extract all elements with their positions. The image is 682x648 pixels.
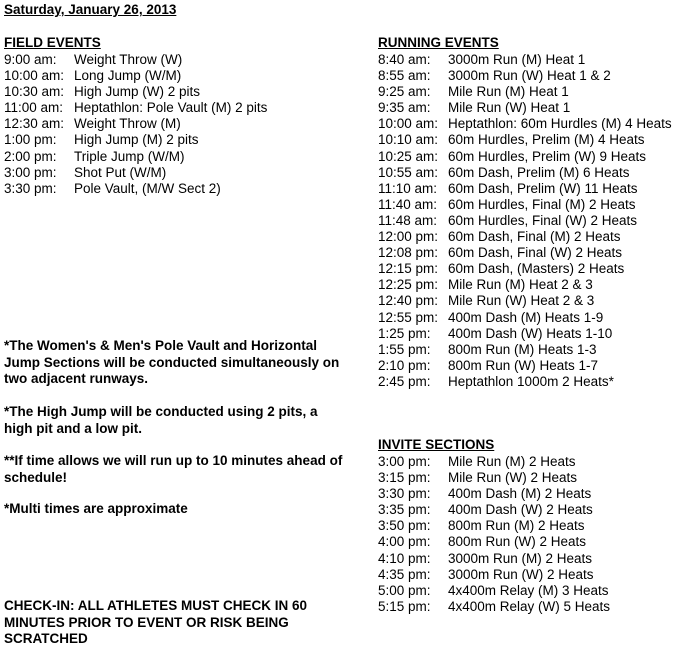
schedule-time: 3:00 pm: bbox=[378, 454, 431, 469]
schedule-row bbox=[4, 165, 267, 181]
schedule-row bbox=[4, 68, 267, 84]
schedule-event: Mile Run (W) Heat 1 bbox=[448, 100, 571, 116]
schedule-row bbox=[378, 534, 610, 550]
schedule-event: 60m Dash, Final (M) 2 Heats bbox=[448, 229, 621, 245]
schedule-row bbox=[4, 116, 267, 132]
schedule-row bbox=[378, 261, 672, 277]
schedule-row bbox=[378, 358, 672, 374]
field-events-list bbox=[4, 52, 267, 197]
invite-sections-list bbox=[378, 454, 610, 615]
schedule-row bbox=[378, 567, 610, 583]
schedule-time: 12:25 pm: bbox=[378, 277, 439, 293]
schedule-event: 60m Dash, Prelim (W) 11 Heats bbox=[448, 180, 638, 196]
schedule-time: 3:15 pm: bbox=[378, 470, 431, 486]
schedule-time: 2:00 pm: bbox=[4, 148, 57, 164]
field-events-heading: FIELD EVENTS bbox=[4, 35, 101, 50]
schedule-time: 4:10 pm: bbox=[378, 550, 431, 566]
schedule-time: 10:00 am: bbox=[4, 68, 65, 84]
schedule-time: 2:10 pm: bbox=[378, 357, 431, 373]
schedule-time: 12:55 pm: bbox=[378, 309, 439, 325]
schedule-row bbox=[378, 551, 610, 567]
schedule-time: 3:00 pm: bbox=[4, 164, 57, 180]
schedule-time: 12:30 am: bbox=[4, 116, 65, 132]
schedule-time: 12:00 pm: bbox=[378, 229, 439, 245]
schedule-time: 10:10 am: bbox=[378, 132, 439, 148]
running-events-section bbox=[378, 35, 672, 390]
schedule-time: 2:45 pm: bbox=[378, 373, 431, 389]
schedule-event: Mile Run (M) Heat 2 & 3 bbox=[448, 277, 593, 293]
schedule-time: 11:10 am: bbox=[378, 180, 438, 196]
schedule-row bbox=[378, 470, 610, 486]
schedule-event: Mile Run (M) Heat 1 bbox=[448, 84, 569, 100]
schedule-time: 4:00 pm: bbox=[378, 534, 431, 550]
schedule-event: 800m Run (W) Heats 1-7 bbox=[448, 357, 599, 373]
running-events-list bbox=[378, 52, 672, 390]
schedule-row bbox=[4, 52, 267, 68]
schedule-row bbox=[378, 518, 610, 534]
schedule-event: 60m Hurdles, Final (W) 2 Heats bbox=[448, 212, 638, 228]
schedule-row bbox=[4, 132, 267, 148]
schedule-event: 3000m Run (W) Heat 1 & 2 bbox=[448, 68, 611, 84]
schedule-event: 400m Dash (W) Heats 1-10 bbox=[448, 325, 613, 341]
schedule-time: 3:50 pm: bbox=[378, 518, 431, 534]
schedule-row bbox=[378, 181, 672, 197]
schedule-time: 5:00 pm: bbox=[378, 582, 431, 598]
schedule-time: 11:48 am: bbox=[378, 212, 438, 228]
schedule-row bbox=[378, 132, 672, 148]
schedule-event: Triple Jump (W/M) bbox=[74, 148, 185, 164]
schedule-time: 9:35 am: bbox=[378, 100, 431, 116]
schedule-event: 3000m Run (M) Heat 1 bbox=[448, 52, 586, 67]
schedule-event: 400m Dash (M) Heats 1-9 bbox=[448, 309, 604, 325]
schedule-event: Shot Put (W/M) bbox=[74, 164, 167, 180]
schedule-row bbox=[378, 197, 672, 213]
schedule-time: 11:00 am: bbox=[4, 100, 64, 116]
schedule-event: 3000m Run (W) 2 Heats bbox=[448, 566, 594, 582]
schedule-event: Mile Run (M) 2 Heats bbox=[448, 454, 576, 469]
field-events-section bbox=[4, 35, 267, 197]
schedule-event: 60m Dash, (Masters) 2 Heats bbox=[448, 261, 625, 277]
schedule-row bbox=[378, 100, 672, 116]
note-time-allows: **If time allows we will run up to 10 minutes ahead of schedule! bbox=[4, 453, 343, 485]
schedule-row bbox=[378, 213, 672, 229]
schedule-event: 60m Hurdles, Prelim (M) 4 Heats bbox=[448, 132, 645, 148]
schedule-event: Pole Vault, (M/W Sect 2) bbox=[74, 180, 221, 196]
schedule-row bbox=[378, 326, 672, 342]
schedule-event: High Jump (W) 2 pits bbox=[74, 84, 201, 100]
note-high-jump: *The High Jump will be conducted using 2 pits, a high pit and a low pit. bbox=[4, 404, 318, 436]
schedule-time: 11:40 am: bbox=[378, 196, 438, 212]
schedule-event: 400m Dash (W) 2 Heats bbox=[448, 502, 593, 518]
schedule-row bbox=[4, 100, 267, 116]
schedule-row bbox=[378, 68, 672, 84]
schedule-time: 4:35 pm: bbox=[378, 566, 431, 582]
schedule-time: 3:35 pm: bbox=[378, 502, 431, 518]
schedule-event: Heptathlon: 60m Hurdles (M) 4 Heats bbox=[448, 116, 672, 132]
schedule-time: 10:55 am: bbox=[378, 164, 439, 180]
schedule-event: 3000m Run (M) 2 Heats bbox=[448, 550, 593, 566]
schedule-row bbox=[378, 342, 672, 358]
schedule-time: 1:25 pm: bbox=[378, 325, 431, 341]
schedule-event: 4x400m Relay (W) 5 Heats bbox=[448, 598, 611, 614]
schedule-row bbox=[378, 245, 672, 261]
note-check-in: CHECK-IN: ALL ATHLETES MUST CHECK IN 60 MINUTES PRIOR TO EVENT OR RISK BEING SCRATCHED bbox=[4, 598, 308, 646]
schedule-time: 1:00 pm: bbox=[4, 132, 57, 148]
note-pole-vault: *The Women's & Men's Pole Vault and Horizontal Jump Sections will be conducted simultaneously on two adjacent runways. bbox=[4, 338, 340, 386]
schedule-row bbox=[378, 165, 672, 181]
schedule-time: 10:00 am: bbox=[378, 116, 439, 132]
invite-sections-heading: INVITE SECTIONS bbox=[378, 437, 495, 452]
schedule-event: 60m Hurdles, Final (M) 2 Heats bbox=[448, 196, 636, 212]
schedule-event: 800m Run (M) 2 Heats bbox=[448, 518, 585, 534]
schedule-event: 60m Dash, Final (W) 2 Heats bbox=[448, 245, 623, 261]
schedule-row bbox=[378, 583, 610, 599]
schedule-time: 8:55 am: bbox=[378, 68, 431, 84]
schedule-time: 10:30 am: bbox=[4, 84, 65, 100]
schedule-row bbox=[378, 229, 672, 245]
schedule-row bbox=[378, 116, 672, 132]
schedule-time: 8:40 am: bbox=[378, 52, 431, 67]
schedule-time: 9:00 am: bbox=[4, 52, 57, 67]
running-events-heading: RUNNING EVENTS bbox=[378, 35, 499, 50]
schedule-row bbox=[378, 486, 610, 502]
schedule-event: Long Jump (W/M) bbox=[74, 68, 182, 84]
schedule-time: 3:30 pm: bbox=[4, 180, 57, 196]
schedule-row bbox=[378, 502, 610, 518]
schedule-row bbox=[378, 310, 672, 326]
schedule-event: 4x400m Relay (M) 3 Heats bbox=[448, 582, 609, 598]
schedule-event: 400m Dash (M) 2 Heats bbox=[448, 486, 592, 502]
schedule-time: 10:25 am: bbox=[378, 148, 439, 164]
schedule-event: Heptathlon 1000m 2 Heats* bbox=[448, 373, 614, 389]
schedule-row bbox=[378, 84, 672, 100]
schedule-row bbox=[378, 52, 672, 68]
schedule-row bbox=[4, 149, 267, 165]
schedule-event: Weight Throw (M) bbox=[74, 116, 181, 132]
schedule-row bbox=[4, 181, 267, 197]
schedule-time: 3:30 pm: bbox=[378, 486, 431, 502]
schedule-time: 12:08 pm: bbox=[378, 245, 439, 261]
schedule-event: 60m Hurdles, Prelim (W) 9 Heats bbox=[448, 148, 647, 164]
schedule-row bbox=[4, 84, 267, 100]
schedule-event: Weight Throw (W) bbox=[74, 52, 183, 67]
schedule-time: 5:15 pm: bbox=[378, 598, 431, 614]
schedule-event: 800m Run (W) 2 Heats bbox=[448, 534, 587, 550]
schedule-event: 800m Run (M) Heats 1-3 bbox=[448, 341, 597, 357]
schedule-time: 12:15 pm: bbox=[378, 261, 439, 277]
page-title: Saturday, January 26, 2013 bbox=[4, 2, 177, 17]
invite-sections-section bbox=[378, 437, 610, 615]
schedule-row bbox=[378, 374, 672, 390]
schedule-event: Heptathlon: Pole Vault (M) 2 pits bbox=[74, 100, 268, 116]
schedule-time: 9:25 am: bbox=[378, 84, 431, 100]
schedule-time: 1:55 pm: bbox=[378, 341, 431, 357]
note-multi-times: *Multi times are approximate bbox=[4, 501, 188, 516]
schedule-row bbox=[378, 149, 672, 165]
schedule-event: Mile Run (W) 2 Heats bbox=[448, 470, 578, 486]
schedule-row bbox=[378, 599, 610, 615]
schedule-time: 12:40 pm: bbox=[378, 293, 439, 309]
schedule-row bbox=[378, 454, 610, 470]
schedule-event: Mile Run (W) Heat 2 & 3 bbox=[448, 293, 595, 309]
schedule-row bbox=[378, 293, 672, 309]
schedule-event: 60m Dash, Prelim (M) 6 Heats bbox=[448, 164, 630, 180]
schedule-row bbox=[378, 277, 672, 293]
schedule-event: High Jump (M) 2 pits bbox=[74, 132, 199, 148]
